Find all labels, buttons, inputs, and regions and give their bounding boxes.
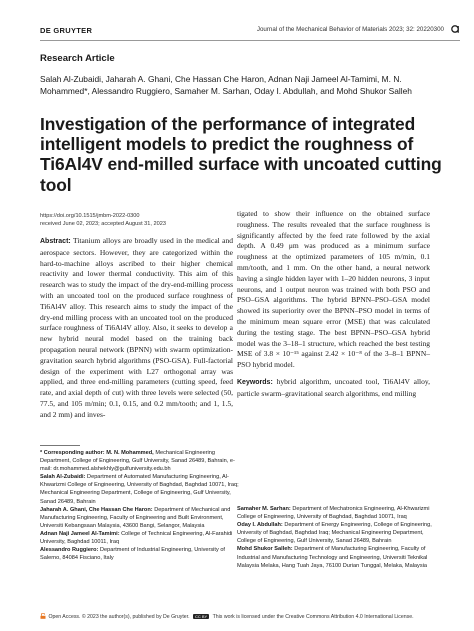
keywords-label: Keywords: <box>237 378 273 386</box>
footnote-rule <box>40 445 80 446</box>
open-access-statement: Open Access. © 2023 the author(s), published by De Gruyter. <box>48 614 190 620</box>
open-lock-icon <box>40 613 46 619</box>
publisher-name: DE GRUYTER <box>40 26 93 35</box>
affiliation-entry: Salah Al-Zubaidi: Department of Automated Manufacturing Engineering, Al-Khwarizmi College of Engineering, University of Baghdad, Baghdad 10071, Iraq; Mechanical Engineering Department, College of Engineering, Gulf University, Sanad 26489, Bahrain <box>40 474 239 505</box>
affiliation-entry: Adnan Naji Jameel Al-Tamimi: College of Technical Engineering, Al-Farahidi University, Baghdad 10011, Iraq <box>40 530 233 546</box>
affiliation-entry: Alessandro Ruggiero: Department of Industrial Engineering, University of Salerno, 84084 Fisciano, Italy <box>40 547 225 562</box>
abstract-label: Abstract: <box>40 238 71 245</box>
affiliations-right <box>237 505 437 570</box>
cc-by-badge[interactable]: CC BY <box>194 614 208 619</box>
doi-block <box>40 213 166 228</box>
doi-link[interactable]: https://doi.org/10.1515/jmbm-2022-0300 <box>40 213 140 219</box>
article-type: Research Article <box>40 53 115 64</box>
journal-citation: Journal of the Mechanical Behavior of Materials 2023; 32: 20220300 <box>256 26 444 33</box>
affiliation-entry: Jaharah A. Ghani, Che Hassan Che Haron: Department of Mechanical and Manufacturing Engineering, Faculty of Engineering and Built Environment, Universiti Kebangsaan Malaysia, 43600 Bangi, Selangor, Malaysia <box>40 506 231 529</box>
abstract-column-left <box>40 236 233 421</box>
abstract-text-right: tigated to show their influence on the obtained surface roughness. The results revealed that the surface roughness is significantly affected by the feed rate followed by the axial depth. A 0.49 μm was produced as a minimum surface roughness at the optimized parameters of 105 m/min, 0.1 mm/tooth, and 1 mm. On the other hand, a neural network having a single hidden layer with 1–20 hidden neurons, 3 input neurons, and 1 output neuron was trained with both PSO and PSO–GSA algorithms. The hybrid BPNN–PSO–GSA model showed its superiority over the BPNN–PSO model in terms of the minimum mean square error (MSE) that was calculated during the testing stage. The best BPNN–PSO–GSA hybrid model was the 3–18–1 structure, which reached the best testing MSE of 3.8 × 10⁻¹⁵ against 2.42 × 10⁻⁸ of the 3–8–1 BPNN–PSO hybrid model. <box>237 209 430 370</box>
license-footer <box>40 613 460 620</box>
share-icon[interactable] <box>450 24 460 34</box>
page-header <box>40 26 460 40</box>
abstract-text-left: Titanium alloys are broadly used in the medical and aerospace sectors. However, they are categorized within the hard-to-machine alloys ascribed to their higher chemical reactivity and lower thermal conductivity. This aim of this research was to study the impact of the dry-end-milling process with an uncoated tool on the produced surface roughness of Ti6Al4V alloy. This research aims to study the impact of the dry-end milling process with an uncoated tool on the produced surface roughness of Ti6Al4V alloy. Also, it seeks to develop a new hybrid neural model based on the training back propagation neural network (BPNN) with swarm optimization-gravitation search hybrid algorithms (PSO-GSA). Full-factorial design of the experiment with L27 orthogonal array was applied, and three end-milling parameters (cutting speed, feed rate, and axial depth of cut) with three levels were selected (50, 77.5, and 105 m/min; 0.1, 0.15, and 0.2 mm/tooth; and 1, 1.5, and 2 mm) and inves- <box>40 236 233 419</box>
keywords-text: hybrid algorithm, uncoated tool, Ti6Al4V alloy, particle swarm–gravitational search algorithms, end milling <box>237 376 430 398</box>
affiliation-entry: * Corresponding author: M. N. Mohammed, Mechanical Engineering Department, College of Engineering, Gulf University, Sanad 26489, Bahrain, e-mail: dr.mohammed.alshekhly@gulfuniversity.edu.bh <box>40 450 235 473</box>
paper-title: Investigation of the performance of integrated intelligent models to predict the roughness of Ti6Al4V end-milled surface with uncoated cutting tool <box>40 114 442 195</box>
received-dates: received June 02, 2023; accepted August 31, 2023 <box>40 220 166 227</box>
affiliations-left <box>40 449 240 562</box>
author-list: Salah Al-Zubaidi, Jaharah A. Ghani, Che Hassan Che Haron, Adnan Naji Jameel Al-Tamimi, M. N. Mohammed*, Alessandro Ruggiero, Samaher M. Sarhan, Oday I. Abdullah, and Mohd Shukor Salleh <box>40 74 412 97</box>
affiliation-entry: Mohd Shukor Salleh: Department of Manufacturing Engineering, Faculty of Industrial and Manufacturing Technology and Engineering, Universiti Teknikal Malaysia Melaka, Hang Tuah Jaya, 76100 Durian Tunggal, Melaka, Malaysia <box>237 546 428 569</box>
abstract-column-right <box>237 209 430 400</box>
header-rule <box>40 40 460 41</box>
affiliation-entry: Samaher M. Sarhan: Department of Mechatronics Engineering, Al-Khwarizmi College of Engineering, University of Baghdad, Baghdad 10071, Iraq <box>237 506 430 521</box>
affiliation-entry: Oday I. Abdullah: Department of Energy Engineering, College of Engineering, University of Baghdad, Baghdad Iraq; Mechanical Engineering Department, College of Engineering, Gulf University, Sanad 26489, Bahrain <box>237 522 432 545</box>
license-statement: This work is licensed under the Creative Commons Attribution 4.0 International License. <box>212 614 414 620</box>
